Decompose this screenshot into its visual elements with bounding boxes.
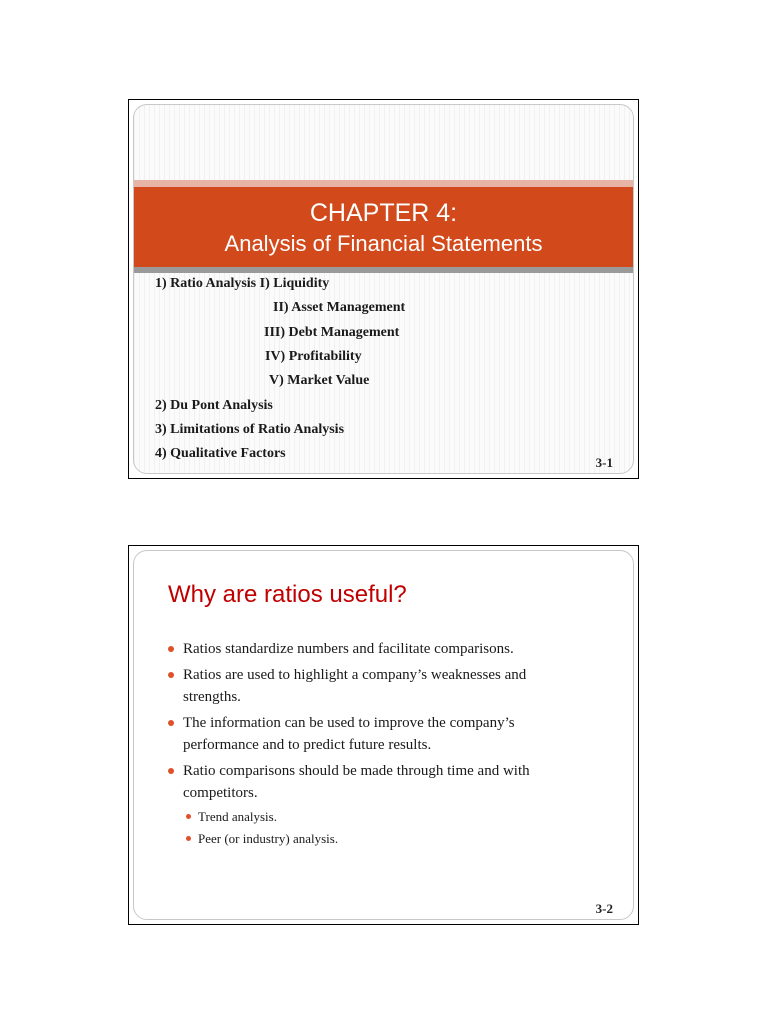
page-number: 3-2 xyxy=(595,901,613,916)
bullet-text: Ratio comparisons should be made through time and with competitors. xyxy=(183,763,530,801)
bullet-text: The information can be used to improve the company’s performance and to predict future results. xyxy=(183,715,515,753)
sub-list-item xyxy=(183,828,568,850)
outline-item: 3) Limitations of Ratio Analysis xyxy=(155,422,345,437)
list-item xyxy=(168,638,568,660)
chapter-subtitle: Analysis of Financial Statements xyxy=(224,231,543,256)
outline-item: IV) Profitability xyxy=(265,349,362,364)
bullet-icon xyxy=(168,672,174,678)
list-item xyxy=(168,712,568,756)
slide-1-content xyxy=(133,104,634,474)
outline-item: 2) Du Pont Analysis xyxy=(155,398,273,413)
bullet-icon xyxy=(168,768,174,774)
slide-2-content xyxy=(133,550,634,920)
sub-bullet-icon xyxy=(186,836,191,841)
outline-item: 1) Ratio Analysis I) Liquidity xyxy=(155,276,330,291)
sub-list-item xyxy=(183,806,568,828)
chapter-title: CHAPTER 4: xyxy=(309,199,458,227)
bullet-list xyxy=(168,638,568,854)
sub-bullet-text: Peer (or industry) analysis. xyxy=(198,831,339,846)
bullet-text: Ratios are used to highlight a company’s weaknesses and strengths. xyxy=(183,667,527,705)
slide-2 xyxy=(128,545,639,925)
bullet-icon xyxy=(168,720,174,726)
slide-1 xyxy=(128,99,639,479)
page-number: 3-1 xyxy=(595,455,613,470)
list-item xyxy=(168,664,568,708)
sub-bullet-text: Trend analysis. xyxy=(198,809,277,824)
bullet-text: Ratios standardize numbers and facilitate comparisons. xyxy=(183,641,514,657)
bullet-icon xyxy=(168,646,174,652)
title-band-shadow xyxy=(134,267,633,273)
slide-title: Why are ratios useful? xyxy=(168,581,407,608)
outline-item: III) Debt Management xyxy=(264,325,400,340)
outline-item: II) Asset Management xyxy=(273,300,406,315)
title-band xyxy=(134,187,633,267)
sub-bullet-list xyxy=(183,806,568,850)
list-item xyxy=(168,760,568,850)
outline-item: 4) Qualitative Factors xyxy=(155,446,286,461)
title-band-accent xyxy=(134,180,633,187)
outline-item: V) Market Value xyxy=(269,373,370,388)
sub-bullet-icon xyxy=(186,814,191,819)
